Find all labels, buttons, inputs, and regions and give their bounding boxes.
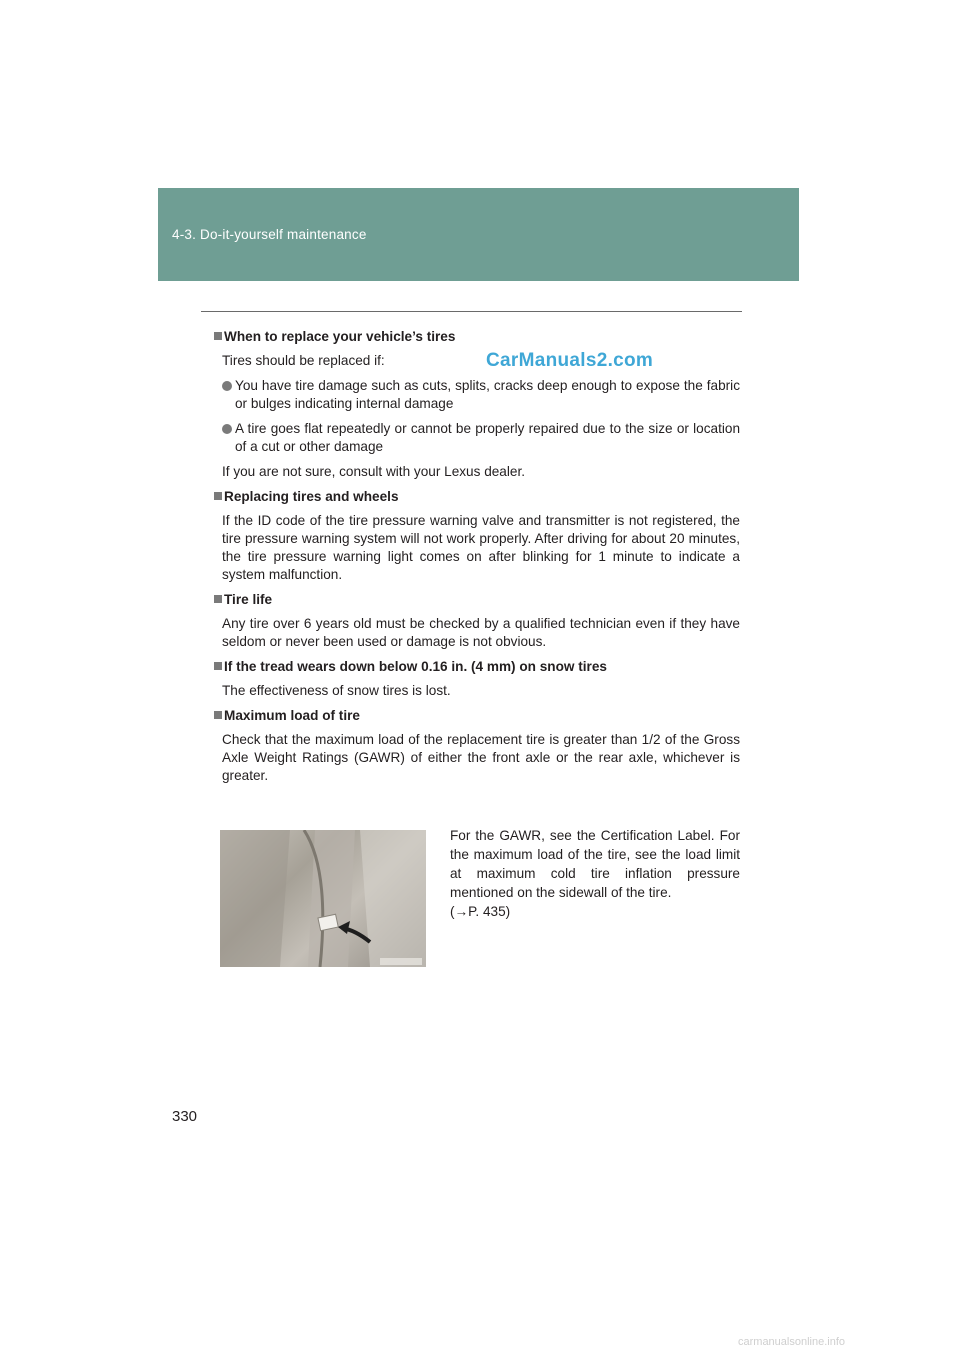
main-content: [214, 328, 740, 792]
square-bullet-icon: [214, 332, 222, 340]
divider: [201, 311, 742, 312]
certification-label-photo: [220, 830, 426, 967]
page-reference-link[interactable]: (→P. 435): [450, 904, 511, 919]
section-heading: When to replace your vehicle’s tires: [214, 328, 740, 346]
door-pillar-illustration: [220, 830, 426, 967]
paragraph: The effectiveness of snow tires is lost.: [222, 683, 451, 698]
caption-text: For the GAWR, see the Certification Label. For the maximum load of the tire, see the load limit at maximum cold tire inflation pressure mentioned on the sidewall of the tire.: [450, 828, 740, 900]
paragraph: Check that the maximum load of the replacement tire is greater than 1/2 of the Gross Axle Weight Ratings (GAWR) of either the front axle or the rear axle, whichever is greater.: [222, 732, 740, 783]
paragraph: Any tire over 6 years old must be checked by a qualified technician even if they have seldom or never been used or damage is not obvious.: [222, 616, 740, 649]
watermark-text: CarManuals2.com: [486, 350, 654, 371]
paragraph: If the ID code of the tire pressure warning valve and transmitter is not registered, the tire pressure warning system will not work properly. After driving for about 20 minutes, the tire pressure warning light comes on after blinking for 1 minute to indicate a system malfunction.: [222, 513, 740, 582]
section-heading: If the tread wears down below 0.16 in. (4 mm) on snow tires: [214, 658, 740, 676]
list-item: A tire goes flat repeatedly or cannot be properly repaired due to the size or location of a cut or other damage: [214, 420, 740, 456]
paragraph: Tires should be replaced if:: [222, 353, 385, 368]
section-heading: Maximum load of tire: [214, 707, 740, 725]
square-bullet-icon: [214, 662, 222, 670]
section-title: 4-3. Do-it-yourself maintenance: [172, 227, 367, 242]
square-bullet-icon: [214, 711, 222, 719]
section-heading: Replacing tires and wheels: [214, 488, 740, 506]
figure-caption: [450, 826, 740, 921]
footer-watermark: carmanualsonline.info: [738, 1336, 846, 1348]
paragraph: If you are not sure, consult with your Lexus dealer.: [222, 464, 526, 479]
page-number: 330: [172, 1108, 198, 1125]
square-bullet-icon: [214, 595, 222, 603]
circle-bullet-icon: [222, 381, 232, 391]
section-heading: Tire life: [214, 591, 740, 609]
list-item: You have tire damage such as cuts, splits, cracks deep enough to expose the fabric or bulges indicating internal damage: [214, 377, 740, 413]
square-bullet-icon: [214, 492, 222, 500]
circle-bullet-icon: [222, 424, 232, 434]
